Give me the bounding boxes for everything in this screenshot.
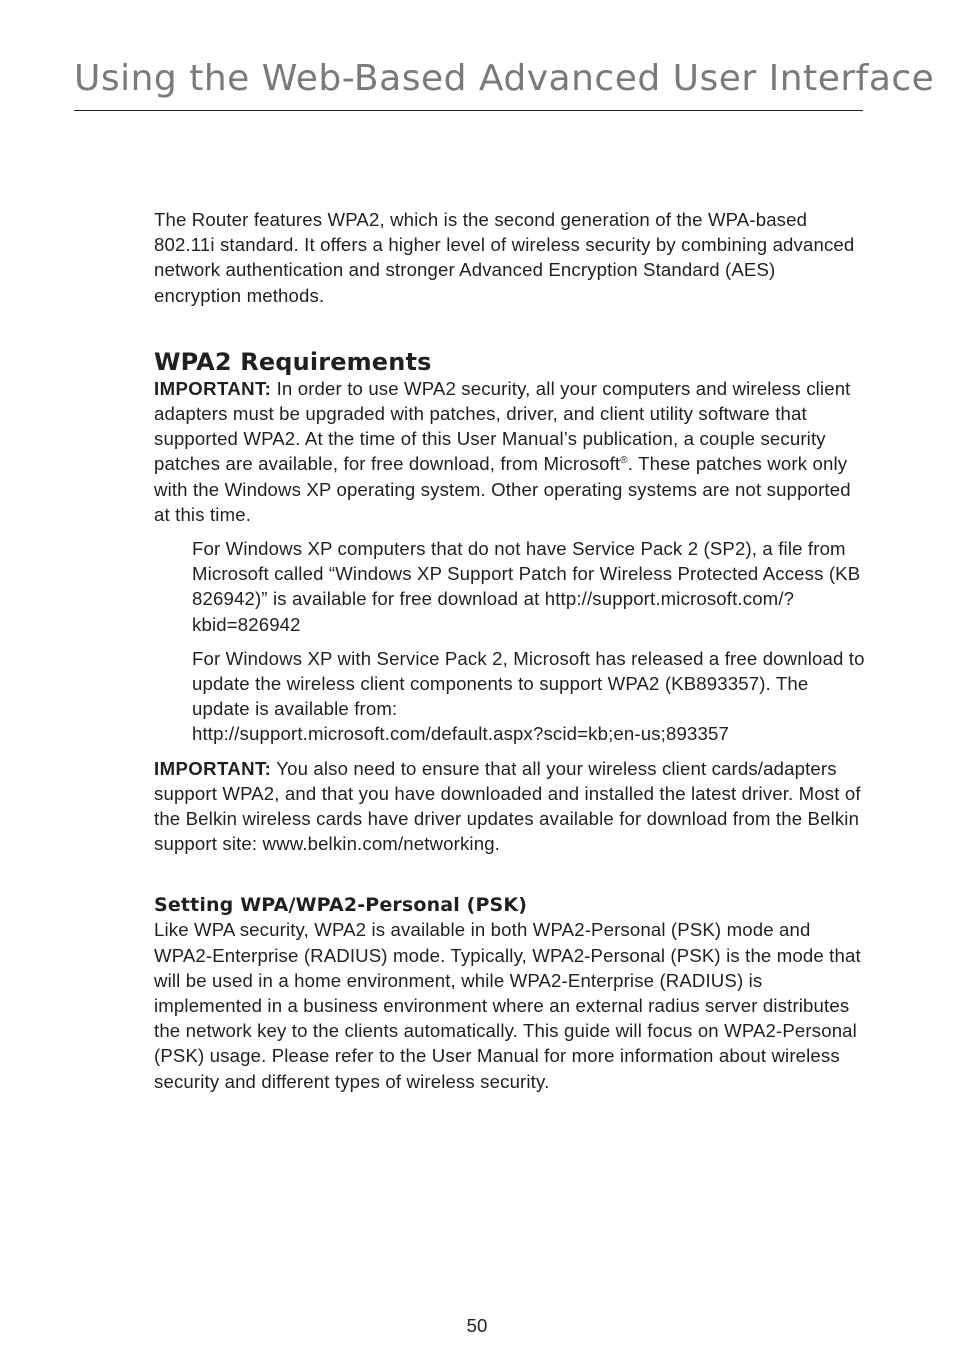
- important-driver-paragraph: [154, 756, 866, 857]
- important-label: IMPORTANT:: [154, 377, 272, 399]
- sp2-note-paragraph: [154, 646, 866, 747]
- page-title: Using the Web-Based Advanced User Interface: [74, 58, 935, 99]
- page-number: 50: [466, 1315, 488, 1336]
- important-text-part-1: In order to use WPA2 security, all your computers and wireless client adapters must be upgraded with patches, driver, and client utility software that supported WPA2. At the time of this User Manual’s publication, a couple security patches are available, for free download, from Microsoft: [154, 377, 851, 475]
- psk-section-heading: Setting WPA/WPA2-Personal (PSK): [154, 894, 528, 917]
- main-content: [154, 207, 866, 1094]
- important-driver-text: You also need to ensure that all your wireless client cards/adapters support WPA2, and that you have downloaded and installed the latest driver. Most of the Belkin wireless cards have driver updates available for download from the Belkin support site: www.belkin.com/networking.: [154, 757, 861, 855]
- wpa2-requirements-heading: WPA2 Requirements: [154, 347, 432, 376]
- important-paragraph: [154, 376, 866, 527]
- sp2-note-text: For Windows XP with Service Pack 2, Microsoft has released a free download to update the wireless client components to support WPA2 (KB893357). The update is available from:: [192, 647, 865, 720]
- psk-section-paragraph: Like WPA security, WPA2 is available in both WPA2-Personal (PSK) mode and WPA2-Enterprise (RADIUS) mode. Typically, WPA2-Personal (PSK) is the mode that will be used in a home environment, while WPA2-Enterprise (RADIUS) is implemented in a business environment where an external radius server distributes the network key to the clients automatically. This guide will focus on WPA2-Personal (PSK) usage. Please refer to the User Manual for more information about wireless security and different types of wireless security.: [154, 919, 861, 1092]
- registered-trademark-mark: ®: [620, 455, 628, 467]
- sp2-download-url: http://support.microsoft.com/default.aspx?scid=kb;en-us;893357: [192, 723, 729, 745]
- title-divider: [74, 110, 863, 111]
- intro-paragraph: The Router features WPA2, which is the second generation of the WPA-based 802.11i standard. It offers a higher level of wireless security by combining advanced network authentication and stronger Advanced Encryption Standard (AES) encryption methods.: [154, 209, 855, 306]
- sp1-note-paragraph: For Windows XP computers that do not have Service Pack 2 (SP2), a file from Microsoft called “Windows XP Support Patch for Wireless Protected Access (KB 826942)” is available for free download at http://support.microsoft.com/?kbid=826942: [192, 538, 861, 635]
- important-text-part-2: . These patches work only with the Windows XP operating system. Other operating systems are not supported at this time.: [154, 453, 851, 525]
- important-label-2: IMPORTANT:: [154, 757, 272, 779]
